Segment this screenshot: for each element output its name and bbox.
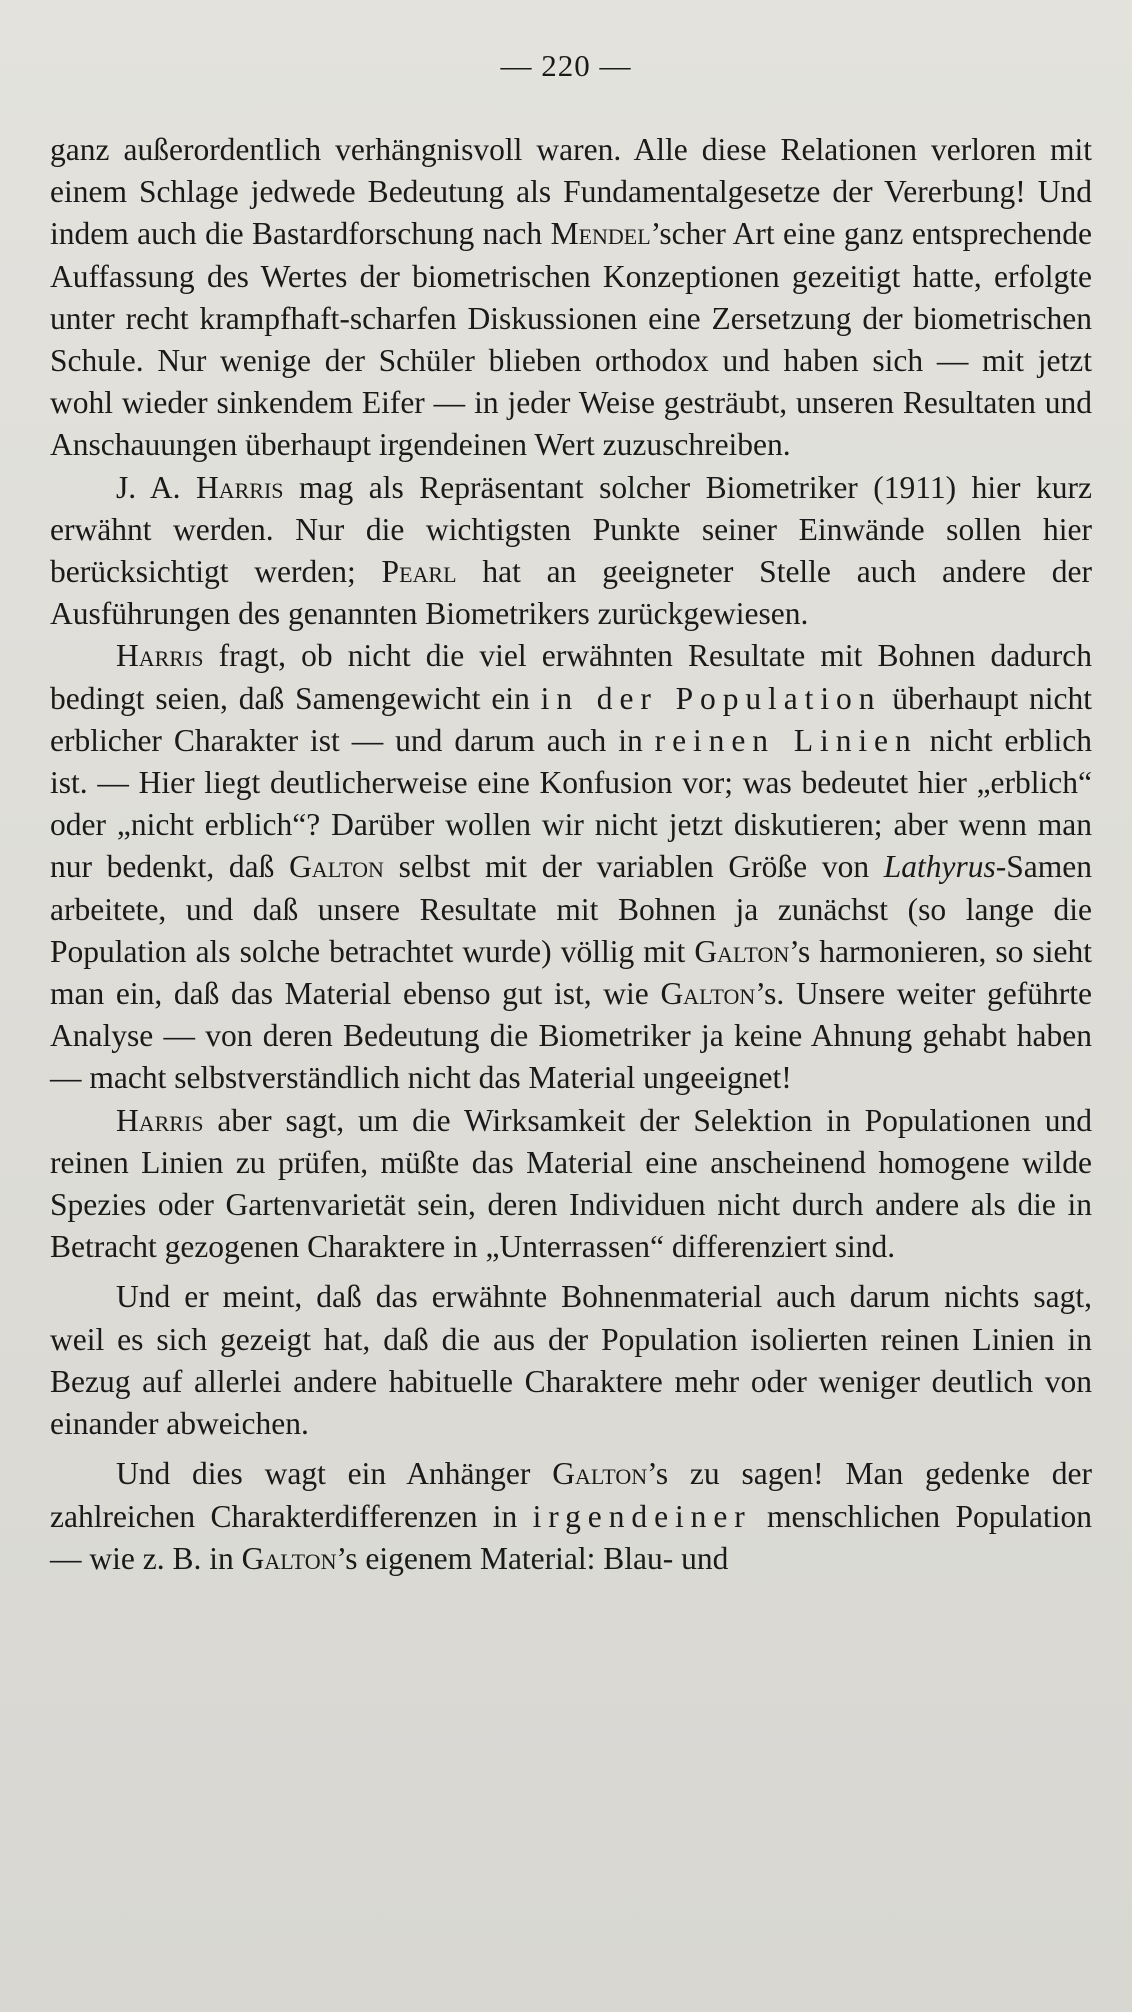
text-segment: ’s eigenem Material: Blau- und bbox=[336, 1540, 729, 1576]
text-segment: ’s harmonieren, so sieht man ein, daß das Material ebenso gut ist, wie bbox=[50, 933, 1092, 1012]
page-number: — 220 — bbox=[500, 48, 632, 83]
text-segment: ’s. Unsere weiter geführte Analyse — von deren Bedeutung die Biometriker ja keine Ahnung gehabt haben — macht selbstverständlich nicht das Material ungeeignet! bbox=[50, 976, 1092, 1096]
text-segment: ’s zu sagen! Man gedenke der zahlreichen Charakterdifferenzen in bbox=[50, 1456, 1092, 1534]
author-name-mendel: Mendel bbox=[550, 216, 651, 252]
paragraph-2 bbox=[50, 467, 1092, 636]
body-text bbox=[50, 129, 1092, 1580]
spaced-emphasis: in der Population bbox=[540, 680, 882, 716]
author-name-galton: Galton bbox=[289, 849, 384, 885]
author-name-galton: Galton bbox=[694, 933, 790, 969]
text-segment: -Samen arbeitete, und daß unsere Resultate mit Bohnen ja zunächst (so lange die Population als solche betrachtet wurde) völlig mit bbox=[50, 849, 1092, 969]
author-name-pearl: Pearl bbox=[381, 554, 457, 590]
text-segment: nicht erblich ist. — Hier liegt deutlicherweise eine Konfusion vor; was bedeutet hier „erblich“ oder „nicht erblich“? Darüber wollen wir nicht jetzt diskutieren; aber wenn man nur bedenkt, daß bbox=[50, 722, 1092, 885]
author-name-harris: Harris bbox=[116, 638, 204, 674]
text-segment: Und er meint, daß das erwähnte Bohnenmaterial auch darum nichts sagt, weil es sich gezeigt hat, daß die aus der Population isolierten reinen Linien in Bezug auf allerlei andere habituelle Charaktere mehr oder weniger deutlich von einander abweichen. bbox=[50, 1279, 1092, 1442]
text-segment: Und dies wagt ein Anhänger bbox=[116, 1456, 553, 1492]
author-name-galton: Galton bbox=[660, 976, 756, 1012]
spaced-emphasis: irgendeiner bbox=[532, 1498, 752, 1534]
paragraph-4 bbox=[50, 1100, 1092, 1269]
text-segment: selbst mit der variablen Größe von bbox=[383, 849, 884, 885]
text-segment: mag als Repräsentant solcher Biometriker (1911) hier kurz erwähnt werden. Nur die wichtigsten Punkte seiner Einwände sollen hier berücksichtigt werden; bbox=[50, 469, 1092, 590]
text-segment: aber sagt, um die Wirksamkeit der Selektion in Populationen und reinen Linien zu prüfen, müßte das Material eine anscheinend homogene wilde Spezies oder Gartenvarietät sein, deren Individuen nicht durch andere als die in Betracht gezogenen Charaktere in „Unterrassen“ differenziert sind. bbox=[50, 1102, 1092, 1265]
genus-name-lathyrus: Lathyrus bbox=[883, 849, 996, 885]
paragraph-1 bbox=[50, 129, 1092, 467]
author-name-harris: Harris bbox=[196, 469, 284, 505]
text-segment: J. A. bbox=[116, 469, 196, 505]
text-segment: ’scher Art eine ganz entsprechende Auffassung des Wertes der biometrischen Konzeptionen gezeitigt hatte, erfolgte unter recht krampfhaft-scharfen Diskussionen eine Zersetzung der biometrischen Schule. Nur wenige der Schüler blieben orthodox und haben sich — mit jetzt wohl wieder sinkendem Eifer — in jeder Weise gesträubt, unseren Resultaten und Anschauungen überhaupt irgendeinen Wert zuzuschreiben. bbox=[50, 216, 1092, 463]
text-segment: überhaupt nicht erblicher Charakter ist — und darum auch in bbox=[50, 680, 1092, 758]
text-segment: ganz außerordentlich verhängnisvoll waren. Alle diese Relationen verloren mit einem Schlage jedwede Bedeutung als Fundamentalgesetze der Vererbung! Und indem auch die Bastardforschung nach bbox=[50, 132, 1092, 252]
author-name-galton: Galton bbox=[552, 1456, 648, 1492]
text-segment: hat an geeigneter Stelle auch andere der Ausführungen des genannten Biometrikers zurückgewiesen. bbox=[50, 554, 1092, 632]
paragraph-5 bbox=[50, 1276, 1092, 1445]
paragraph-6 bbox=[50, 1453, 1092, 1580]
author-name-harris: Harris bbox=[116, 1102, 204, 1138]
paragraph-3 bbox=[50, 635, 1092, 1099]
text-segment: fragt, ob nicht die viel erwähnten Resultate mit Bohnen dadurch bedingt seien, daß Samengewicht ein bbox=[50, 638, 1092, 716]
author-name-galton: Galton bbox=[241, 1540, 337, 1576]
spaced-emphasis: reinen Linien bbox=[654, 722, 918, 758]
text-segment: menschlichen Population — wie z. B. in bbox=[50, 1498, 1092, 1576]
